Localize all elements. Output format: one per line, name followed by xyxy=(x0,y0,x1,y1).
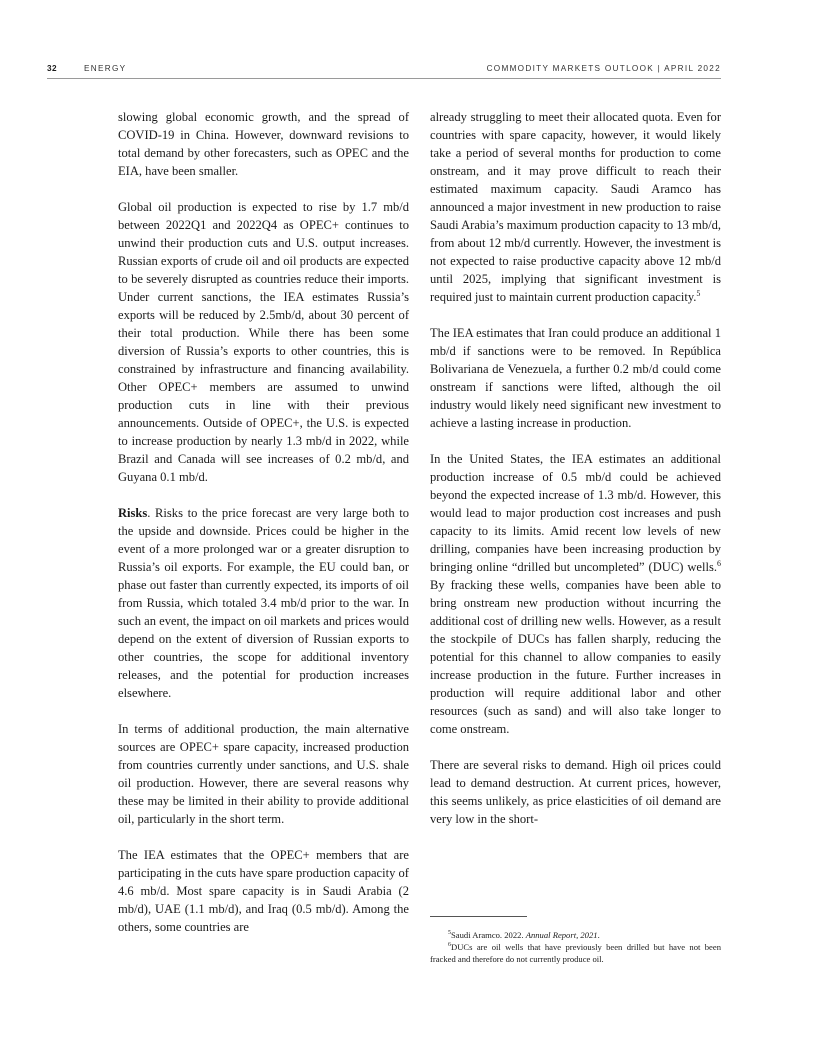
footnote-mark: 6 xyxy=(448,942,451,949)
paragraph: slowing global economic growth, and the spread of COVID-19 in China. However, downward revisions to total demand by other forecasters, such as OPEC and the EIA, have been smaller. xyxy=(118,110,409,178)
section-label: ENERGY xyxy=(84,64,127,73)
footnote-mark: 5 xyxy=(448,930,451,937)
right-column xyxy=(430,108,721,828)
footnote-text: DUCs are oil wells that have previously been drilled but have not been fracked and therefore do not currently produce oil. xyxy=(430,942,721,964)
paragraph: Global oil production is expected to rise by 1.7 mb/d between 2022Q1 and 2022Q4 as OPEC+ continues to unwind their production cuts and U.S. output increases. Russian exports of crude oil and oil products are expected to be severely disrupted as countries reduce their imports. Under current sanctions, the IEA estimates Russia’s exports will be reduced by 2.5mb/d, about 30 percent of their total production. While there has been some diversion of Russia’s exports to other countries, this is constrained by infrastructure and financing availability. Other OPEC+ members are assumed to unwind production cuts in line with their previous announcements. Outside of OPEC+, the U.S. is expected to increase production by nearly 1.3 mb/d in 2022, while Brazil and Canada will see increases of 0.2 mb/d, and Guyana 0.1 mb/d. xyxy=(118,200,409,484)
paragraph: The IEA estimates that Iran could produce an additional 1 mb/d if sanctions were to be removed. In República Bolivariana de Venezuela, a further 0.2 mb/d could come onstream if sanctions were lifted, although the oil industry would likely need significant new investment to achieve a lasting increase in production. xyxy=(430,326,721,430)
paragraph xyxy=(430,450,721,738)
paragraph: In terms of additional production, the main alternative sources are OPEC+ spare capacity, increased production from countries currently under sanctions, and U.S. shale oil production. However, there are several reasons why these may be limited in their ability to provide additional oil, particularly in the short term. xyxy=(118,722,409,826)
footnote-6 xyxy=(430,941,721,965)
footnotes xyxy=(430,929,721,965)
paragraph-text: In the United States, the IEA estimates an additional production increase of 0.5 mb/d could be achieved beyond the expected increase of 1.3 mb/d. However, this would lead to major production cost increases and push capacity to its limits. Amid recent low levels of new drilling, companies have been increasing production by bringing online “drilled but uncompleted” (DUC) wells. xyxy=(430,452,721,574)
footnote-reference[interactable]: 6 xyxy=(717,558,721,568)
footnote-reference[interactable]: 5 xyxy=(696,288,701,298)
run-in-heading: Risks xyxy=(118,506,148,520)
paragraph-risks xyxy=(118,504,409,702)
paragraph-text: . Risks to the price forecast are very large both to the upside and downside. Prices could be higher in the event of a more prolonged war or a greater disruption to Russia’s oil exports. For example, the EU could ban, or phase out faster than currently expected, its imports of oil from Russia, which totaled 3.4 mb/d prior to the war. In such an event, the impact on oil markets and prices would depend on the extent of diversion of Russian exports to other countries, the scope for additional inventory releases, and the potential for production increases elsewhere. xyxy=(118,506,409,700)
footnote-title: Annual Report, 2021 xyxy=(525,930,598,940)
paragraph-text: By fracking these wells, companies have been able to bring onstream new production without incurring the additional cost of drilling new wells. However, as a result the stockpile of DUCs has fallen sharply, reducing the potential for this channel to allow companies to easily increase production in the future. Further increases in production will require additional labor and other resources (such as sand) and will also take longer to come onstream. xyxy=(430,578,721,736)
paragraph: There are several risks to demand. High oil prices could lead to demand destruction. At current prices, however, this seems unlikely, as price elasticities of oil demand are very low in the short- xyxy=(430,758,721,826)
paragraph-text: already struggling to meet their allocated quota. Even for countries with spare capacity, however, it would likely take a period of several months for production to come onstream, and it may prove difficult to reach their estimated maximum capacity. Saudi Aramco has announced a major investment in new production to raise Saudi Arabia’s maximum production capacity to 13 mb/d, from about 12 mb/d currently. However, the investment is not expected to raise productive capacity above 12 mb/d until 2025, implying that significant investment is required just to maintain current production capacity. xyxy=(430,110,721,304)
header-rule xyxy=(47,78,721,79)
page-number: 32 xyxy=(47,64,57,73)
paragraph: The IEA estimates that the OPEC+ members that are participating in the cuts have spare production capacity of 4.6 mb/d. Most spare capacity is in Saudi Arabia (2 mb/d), UAE (1.1 mb/d), and Iraq (0.5 mb/d). Among the others, some countries are xyxy=(118,848,409,934)
left-column xyxy=(118,108,409,936)
footnote-text-end: . xyxy=(597,930,600,940)
publication-title: COMMODITY MARKETS OUTLOOK | APRIL 2022 xyxy=(486,64,721,73)
footnote-text: Saudi Aramco. 2022. xyxy=(451,930,526,940)
footnote-5 xyxy=(430,929,721,941)
footnote-rule xyxy=(430,916,527,917)
page-header xyxy=(47,62,721,78)
paragraph xyxy=(430,108,721,306)
